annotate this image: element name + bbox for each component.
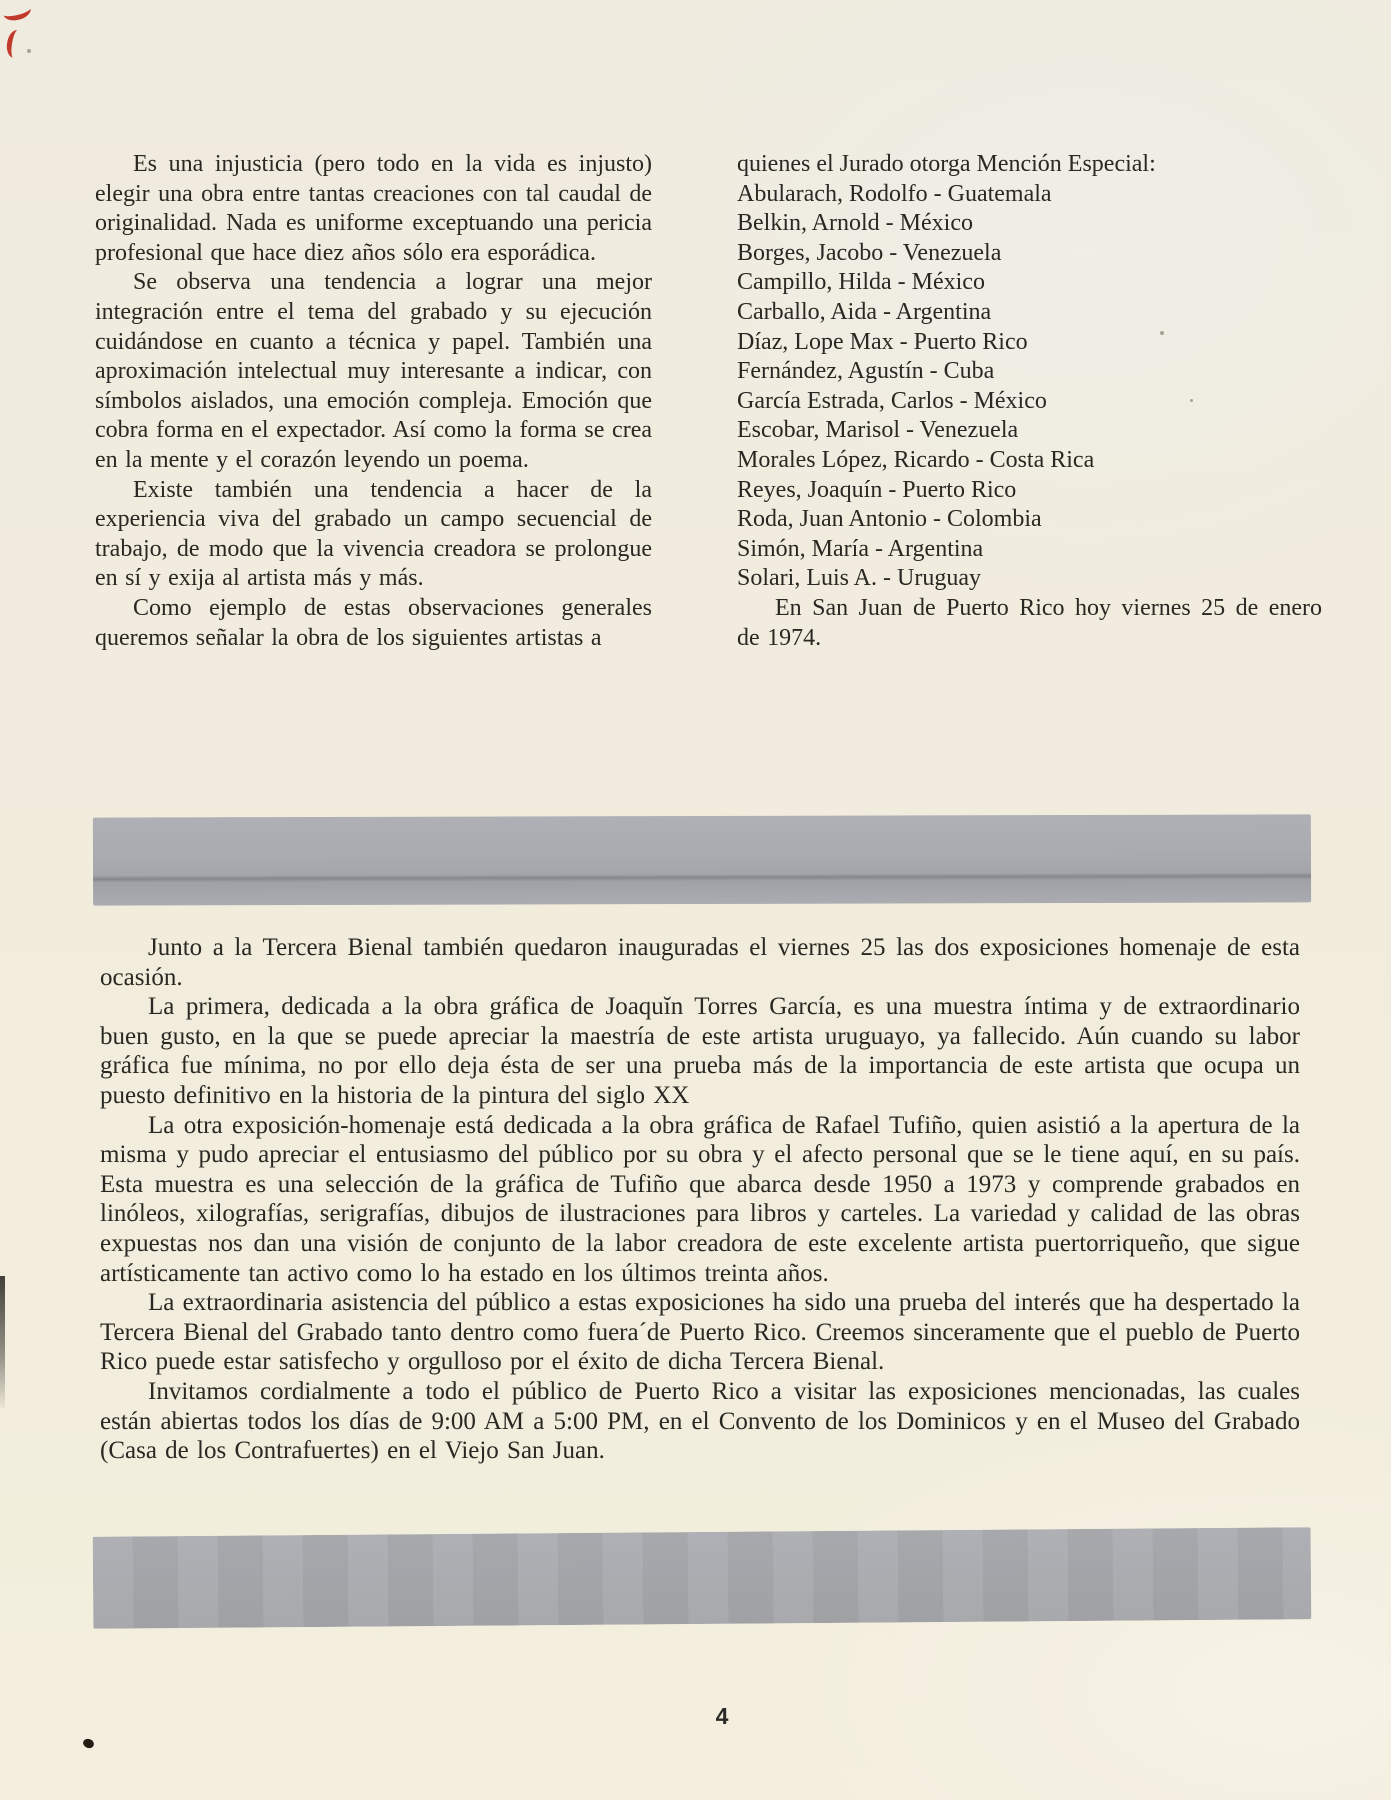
artist-line: Campillo, Hilda - México xyxy=(737,269,985,296)
paragraph: Es una injusticia (pero todo en la vida es injusto) elegir una obra entre tantas creaciones con tal caudal de originalidad. Nada es uniforme exceptuando una pericia profesional que hace diez años sólo era esporádica. xyxy=(95,151,652,266)
page-number: 4 xyxy=(715,1703,729,1729)
artist-line: Escobar, Marisol - Venezuela xyxy=(737,417,1019,444)
paragraph: Invitamos cordialmente a todo el público de Puerto Rico a visitar las exposiciones mencionadas, las cuales están abiertas todos los días de 9:00 AM a 5:00 PM, en el Convento de los Dominicos y en el Museo del Grabado (Casa de los Contrafuertes) en el Viejo San Juan. xyxy=(100,1377,1300,1465)
upper-right-column xyxy=(737,150,1322,653)
paragraph: Como ejemplo de estas observaciones generales queremos señalar la obra de los siguientes artistas a xyxy=(95,594,652,651)
artist-line: Reyes, Joaquín - Puerto Rico xyxy=(737,476,1017,503)
paragraph: Existe también una tendencia a hacer de la experiencia viva del grabado un campo secuencial de trabajo, de modo que la vivencia creadora se prolongue en sí y exija al artista más y más. xyxy=(95,476,652,592)
mention-intro-line: quienes el Jurado otorga Mención Especial: xyxy=(737,151,1156,177)
red-ink-mark xyxy=(1,0,32,23)
artist-line: Simón, María - Argentina xyxy=(737,535,984,562)
artist-line: García Estrada, Carlos - México xyxy=(737,387,1047,414)
artist-line: Borges, Jacobo - Venezuela xyxy=(737,239,1002,266)
artist-line: Morales López, Ricardo - Costa Rica xyxy=(737,446,1095,473)
paragraph: La primera, dedicada a la obra gráfica de Joaquĭn Torres García, es una muestra íntima y de extraordinario buen gusto, en la que se puede apreciar la maestría de este artista uruguayo, ya fallecido. Aún cuando su labor gráfica fue mínima, no por ello deja ésta de ser una prueba más de la importancia de este artista que ocupa un puesto definitivo en la historia de la pintura del siglo XX xyxy=(100,993,1300,1109)
dateline-paragraph: En San Juan de Puerto Rico hoy viernes 25 de enero de 1974. xyxy=(737,594,1322,651)
paper-speck xyxy=(1190,399,1193,402)
red-ink-mark xyxy=(5,29,26,59)
artist-line: Díaz, Lope Max - Puerto Rico xyxy=(737,328,1028,355)
paragraph: La otra exposición-homenaje está dedicada a la obra gráfica de Rafael Tufiño, quien asistió a la apertura de la misma y pudo apreciar el entusiasmo del público por su obra y el afecto personal que se le tiene aquí, en su país. Esta muestra es una selección de la gráfica de Tufiño que abarca desde 1950 a 1973 y comprende grabados en linóleos, xilografías, serigrafías, dibujos de ilustraciones para libros y carteles. La variedad y calidad de las obras expuestas nos dan una visión de conjunto de la labor creadora de este excelente artista puertorriqueño, que sigue artísticamente tan activo como lo ha estado en los últimos treinta años. xyxy=(100,1111,1300,1287)
lower-section xyxy=(100,933,1300,1466)
paragraph: Junto a la Tercera Bienal también quedaron inauguradas el viernes 25 las dos exposiciones homenaje de esta ocasión. xyxy=(100,934,1300,991)
band-crease xyxy=(93,872,1311,882)
divider-band-top xyxy=(93,814,1311,905)
artist-line: Solari, Luis A. - Uruguay xyxy=(737,565,981,592)
artist-line: Abularach, Rodolfo - Guatemala xyxy=(737,180,1052,207)
paper-speck xyxy=(1160,331,1164,335)
scan-edge-mark xyxy=(0,1276,5,1408)
paper-speck xyxy=(27,49,31,53)
paragraph: Se observa una tendencia a lograr una mejor integración entre el tema del grabado y su ejecución cuidándose en cuanto a técnica y papel. También una aproximación intelectual muy interesante a indicar, con símbolos aislados, una emoción compleja. Emoción que cobra forma en el expectador. Así como la forma se crea en la mente y el corazón leyendo un poema. xyxy=(95,269,652,473)
artist-line: Fernández, Agustín - Cuba xyxy=(737,358,995,385)
artist-line: Roda, Juan Antonio - Colombia xyxy=(737,506,1042,533)
divider-band-bottom xyxy=(93,1527,1312,1629)
paragraph: La extraordinaria asistencia del público a estas exposiciones ha sido una prueba del interés que ha despertado la Tercera Bienal del Grabado tanto dentro como fuera´de Puerto Rico. Creemos sinceramente que el pueblo de Puerto Rico puede estar satisfecho y orgulloso por el éxito de dicha Tercera Bienal. xyxy=(100,1289,1300,1376)
upper-left-column xyxy=(95,150,652,653)
ink-dot xyxy=(82,1737,95,1749)
artist-line: Belkin, Arnold - México xyxy=(737,210,973,237)
artist-line: Carballo, Aida - Argentina xyxy=(737,298,992,325)
